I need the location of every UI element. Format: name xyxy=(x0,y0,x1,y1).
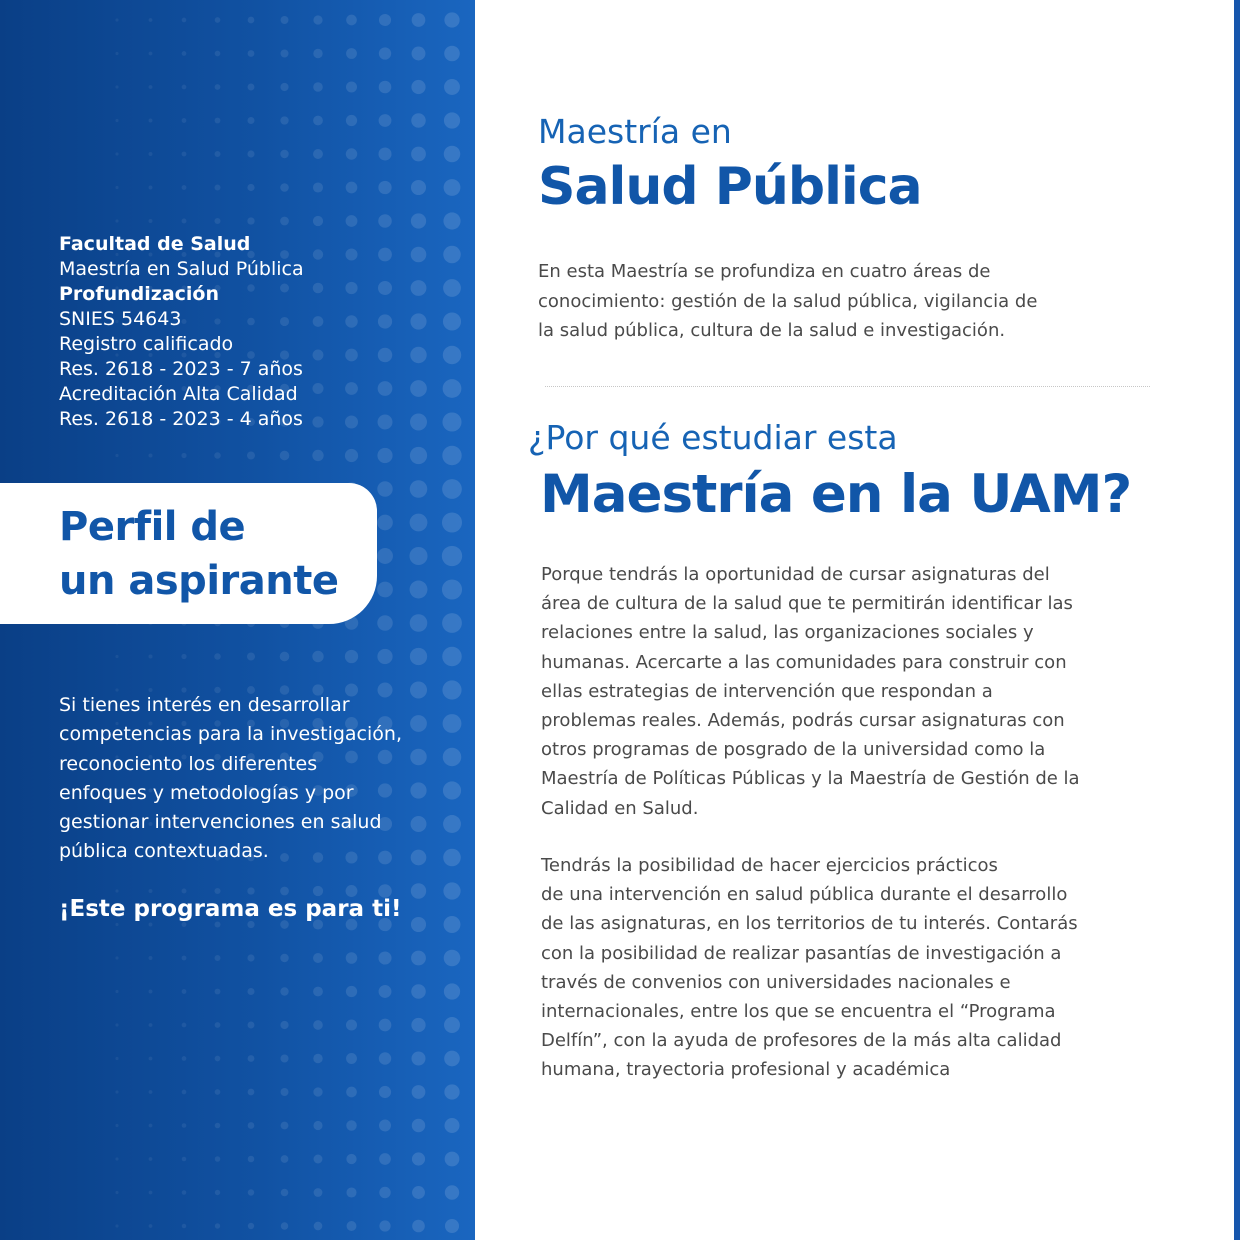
faculty-name: Facultad de Salud xyxy=(59,233,251,255)
snies-code: SNIES 54643 xyxy=(59,308,182,330)
program-name: Maestría en Salud Pública xyxy=(59,258,304,280)
intro-line: la salud pública, cultura de la salud e investigación. xyxy=(538,320,1006,341)
registry-resolution: Res. 2618 - 2023 - 7 años xyxy=(59,358,303,380)
section-heading-small: ¿Por qué estudiar esta xyxy=(528,418,898,457)
paragraph-line: través de convenios con universidades nacionales e xyxy=(541,971,1011,993)
profile-text-line: reconociento los diferentes xyxy=(59,752,318,775)
paragraph-line: Delfín”, con la ayuda de profesores de la más alta calidad xyxy=(541,1030,1062,1052)
accreditation-label: Acreditación Alta Calidad xyxy=(59,383,298,405)
reason-paragraph-1 xyxy=(541,560,1131,823)
paragraph-line: Calidad en Salud. xyxy=(541,797,699,819)
paragraph-line: área de cultura de la salud que te permitirán identificar las xyxy=(541,593,1073,615)
paragraph-line: otros programas de posgrado de la universidad como la xyxy=(541,739,1046,761)
program-type: Profundización xyxy=(59,283,220,305)
paragraph-line: humana, trayectoria profesional y académica xyxy=(541,1059,951,1081)
paragraph-line: internacionales, entre los que se encuentra el “Programa xyxy=(541,1001,1056,1023)
paragraph-line: relaciones entre la salud, las organizaciones sociales y xyxy=(541,622,1034,644)
intro-paragraph xyxy=(538,257,1098,346)
paragraph-line: Porque tendrás la oportunidad de cursar asignaturas del xyxy=(541,564,1050,585)
accreditation-resolution: Res. 2618 - 2023 - 4 años xyxy=(59,408,303,430)
profile-text-line: competencias para la investigación, xyxy=(59,723,402,746)
program-info xyxy=(59,232,419,432)
section-divider xyxy=(545,386,1150,387)
page-title: Salud Pública xyxy=(538,157,922,217)
reason-paragraph-2 xyxy=(541,851,1131,1085)
paragraph-line: de las asignaturas, en los territorios de tu interés. Contarás xyxy=(541,913,1078,935)
profile-text-line: enfoques y metodologías y por xyxy=(59,781,354,804)
page-subtitle: Maestría en xyxy=(538,112,732,151)
profile-title-line: un aspirante xyxy=(59,558,339,604)
registry-label: Registro calificado xyxy=(59,333,234,355)
profile-call-to-action: ¡Este programa es para ti! xyxy=(59,896,402,922)
intro-line: En esta Maestría se profundiza en cuatro áreas de xyxy=(538,261,991,282)
profile-text-line: Si tienes interés en desarrollar xyxy=(59,694,350,716)
intro-line: conocimiento: gestión de la salud pública, vigilancia de xyxy=(538,290,1038,312)
profile-title xyxy=(59,500,338,608)
profile-text-line: pública contextuadas. xyxy=(59,840,269,863)
paragraph-line: Tendrás la posibilidad de hacer ejercicios prácticos xyxy=(541,855,998,876)
paragraph-line: humanas. Acercarte a las comunidades para construir con xyxy=(541,651,1067,673)
profile-title-line: Perfil de xyxy=(59,504,246,550)
paragraph-line: con la posibilidad de realizar pasantías de investigación a xyxy=(541,942,1062,964)
paragraph-line: de una intervención en salud pública durante el desarrollo xyxy=(541,884,1068,906)
section-heading: Maestría en la UAM? xyxy=(540,464,1132,525)
paragraph-line: Maestría de Políticas Públicas y la Maestría de Gestión de la xyxy=(541,768,1080,790)
profile-text-line: gestionar intervenciones en salud xyxy=(59,811,382,834)
profile-description xyxy=(59,691,439,867)
paragraph-line: problemas reales. Además, podrás cursar asignaturas con xyxy=(541,710,1065,732)
right-edge-bar xyxy=(1234,0,1240,1240)
paragraph-line: ellas estrategias de intervención que respondan a xyxy=(541,680,993,702)
